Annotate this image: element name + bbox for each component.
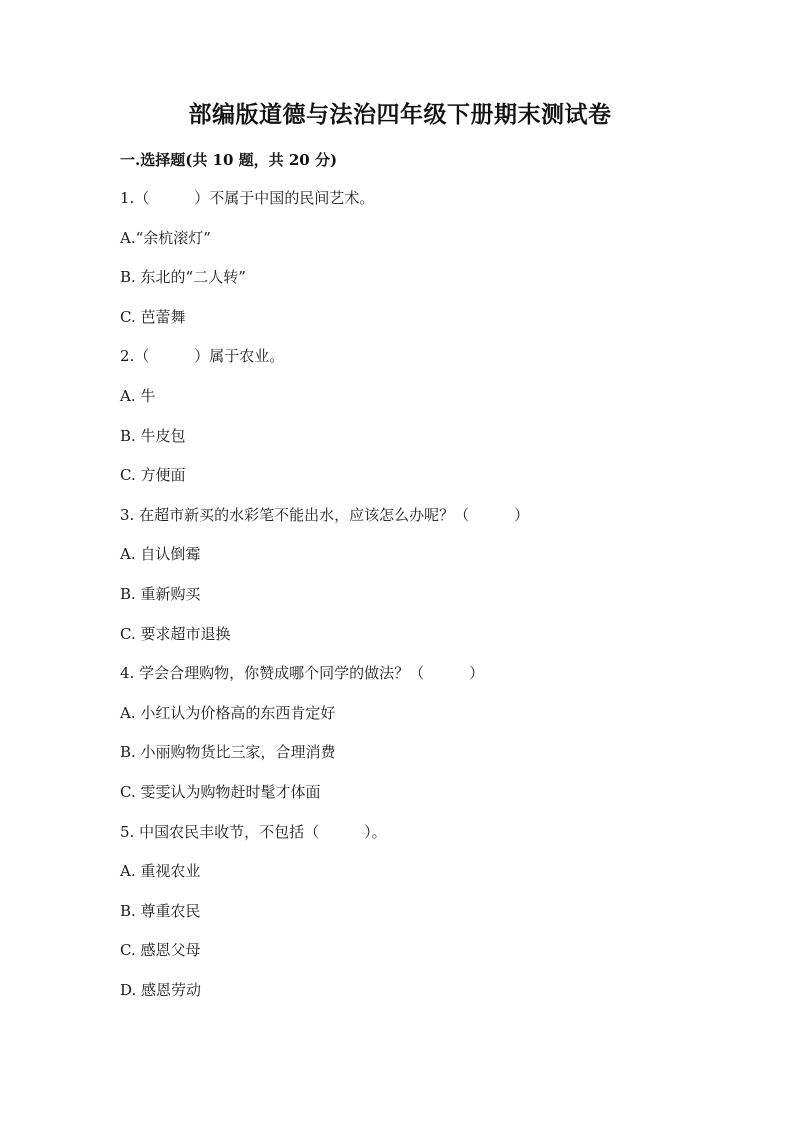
question-2-option-c: C. 方便面	[120, 466, 186, 485]
section-heading: 一.选择题(共 10 题，共 20 分)	[120, 151, 338, 169]
question-1-option-c: C. 芭蕾舞	[120, 307, 186, 326]
question-4-option-a: A. 小红认为价格高的东西肯定好	[120, 703, 336, 722]
question-3-option-a: A. 自认倒霉	[120, 545, 201, 564]
question-5-option-d: D. 感恩劳动	[120, 980, 202, 999]
question-2-option-a: A. 牛	[120, 386, 156, 405]
question-stem-2: 2.（ ）属于农业。	[120, 347, 285, 366]
question-4-option-c: C. 雯雯认为购物赶时髦才体面	[120, 782, 321, 801]
question-1-option-a: A.“余杭滚灯”	[120, 228, 211, 247]
question-stem-3: 3. 在超市新买的水彩笔不能出水，应该怎么办呢？（ ）	[120, 505, 530, 524]
question-5-option-c: C. 感恩父母	[120, 941, 201, 960]
question-stem-4: 4. 学会合理购物，你赞成哪个同学的做法？（ ）	[120, 664, 485, 683]
question-stem-1: 1.（ ）不属于中国的民间艺术。	[120, 189, 375, 207]
question-3-option-c: C. 要求超市退换	[120, 624, 231, 643]
question-3-option-b: B. 重新购买	[120, 584, 201, 603]
question-2-option-b: B. 牛皮包	[120, 426, 186, 445]
page-title: 部编版道德与法治四年级下册期末测试卷	[188, 101, 612, 128]
question-1-option-b: B. 东北的“二人转”	[120, 268, 246, 287]
question-stem-5: 5. 中国农民丰收节，不包括（ ）。	[120, 822, 387, 841]
question-list	[120, 188, 720, 1019]
question-5-option-a: A. 重视农业	[120, 862, 201, 881]
question-4-option-b: B. 小丽购物货比三家，合理消费	[120, 743, 336, 762]
question-5-option-b: B. 尊重农民	[120, 901, 201, 920]
